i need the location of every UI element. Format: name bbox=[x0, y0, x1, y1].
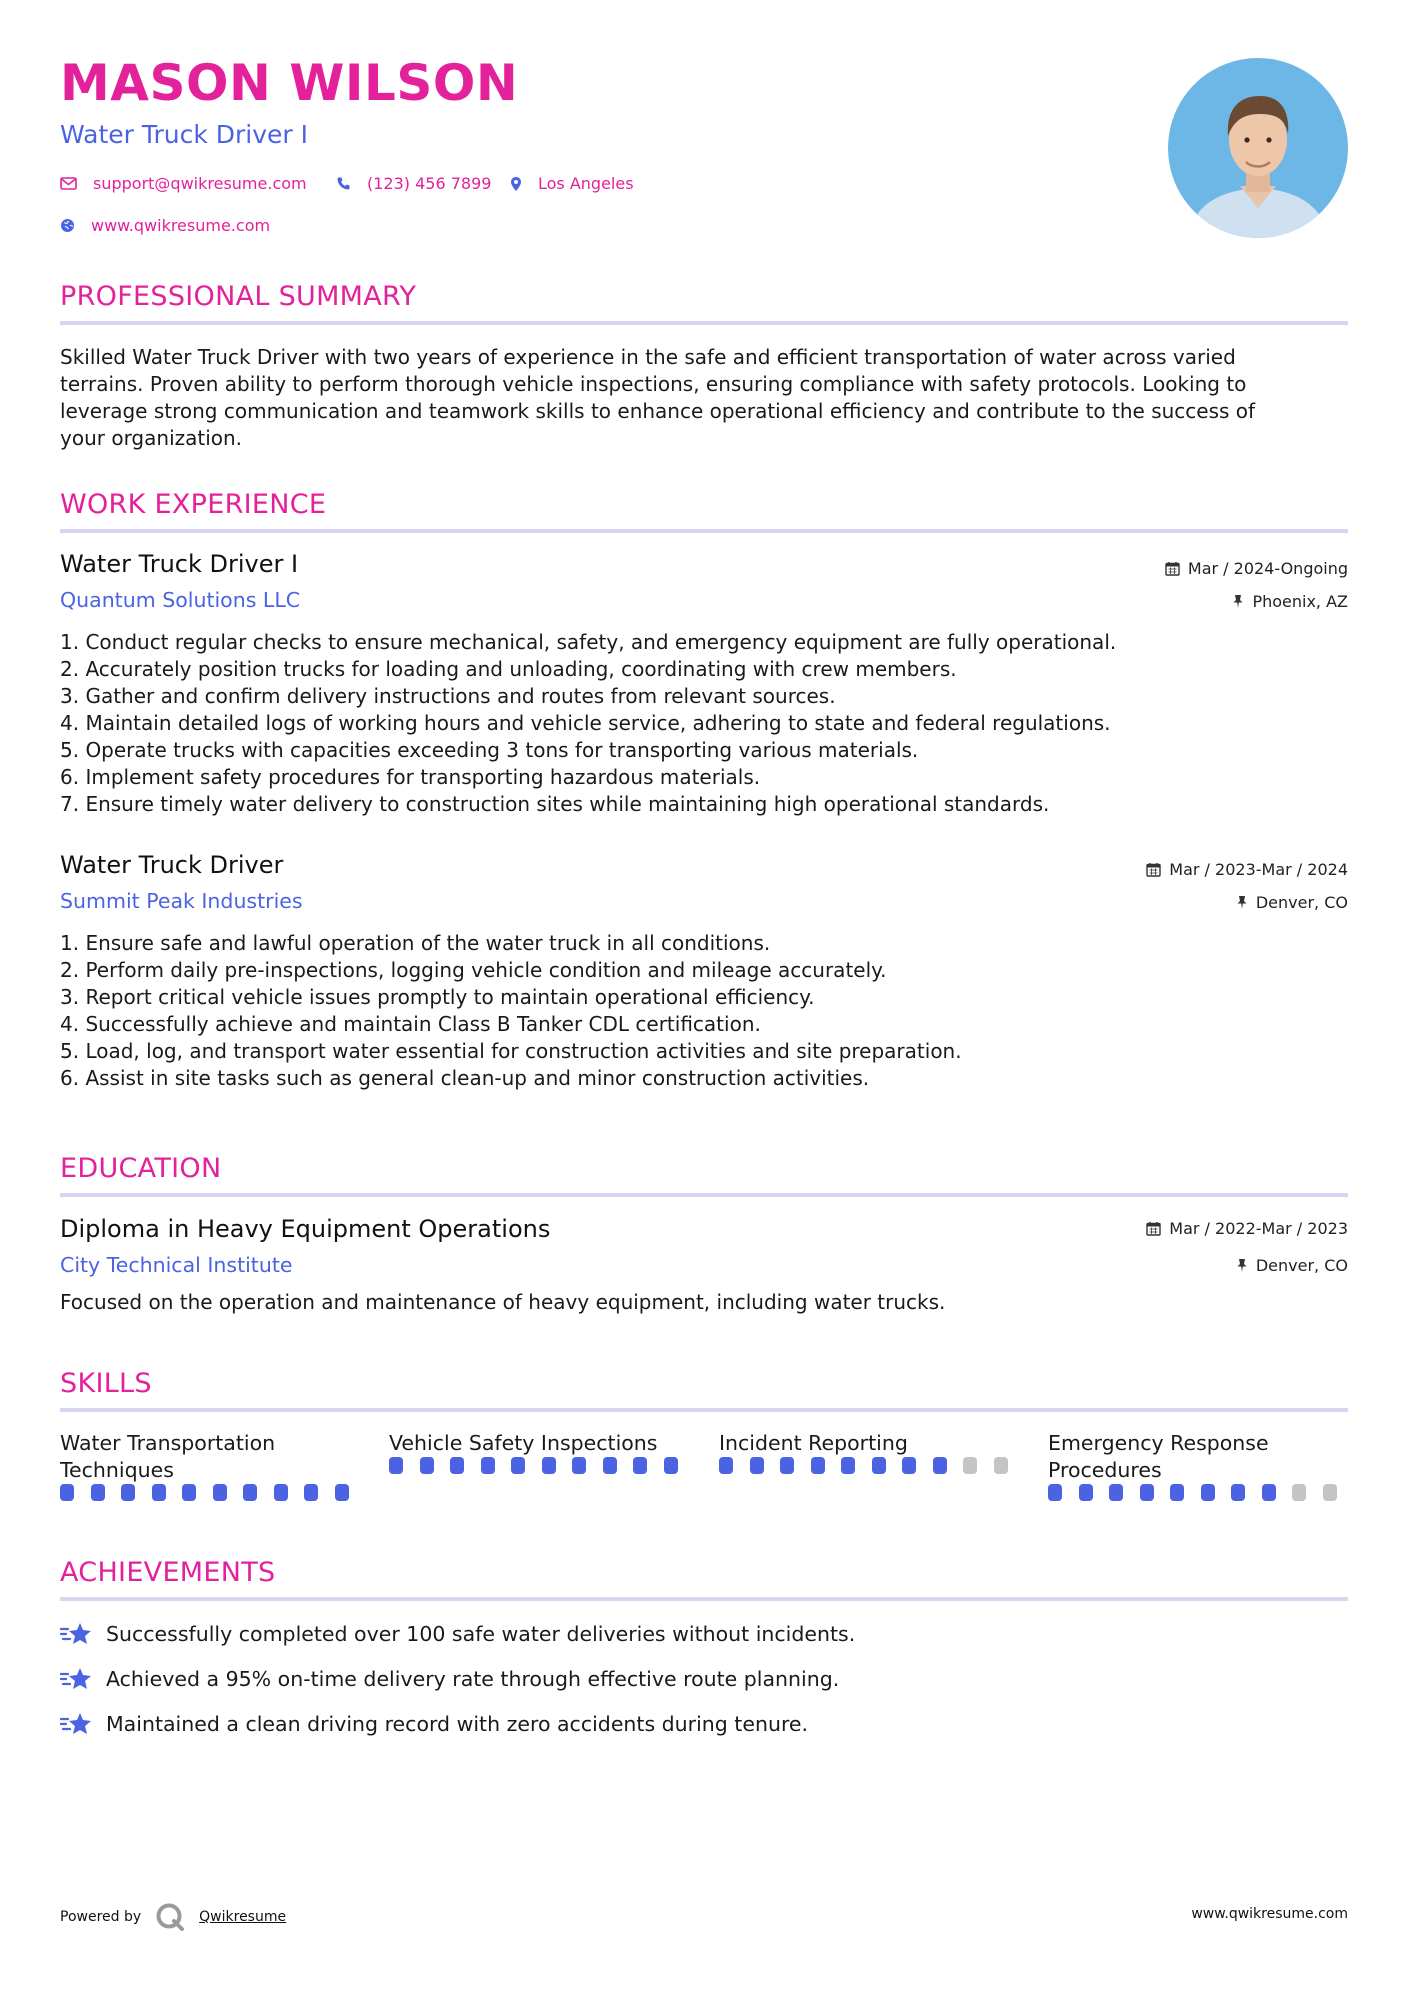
achievement-text: Maintained a clean driving record with zero accidents during tenure. bbox=[106, 1712, 809, 1736]
shooting-star-icon bbox=[60, 1665, 94, 1693]
contact-website[interactable] bbox=[60, 216, 270, 235]
job-duties bbox=[60, 930, 1350, 1092]
skill-dot-filled bbox=[420, 1457, 434, 1474]
skill-dot-filled bbox=[450, 1457, 464, 1474]
skill-dot-filled bbox=[572, 1457, 586, 1474]
achievement-item bbox=[60, 1620, 855, 1648]
email-text: support@qwikresume.com bbox=[93, 174, 307, 193]
education-dates-text: Mar / 2022-Mar / 2023 bbox=[1169, 1219, 1348, 1238]
skill-dot-filled bbox=[304, 1484, 318, 1501]
skill-dot-filled bbox=[274, 1484, 288, 1501]
footer-branding bbox=[60, 1902, 286, 1932]
section-divider bbox=[60, 321, 1348, 325]
skill-dot-filled bbox=[91, 1484, 105, 1501]
skill-rating bbox=[389, 1457, 694, 1474]
candidate-title: Water Truck Driver I bbox=[60, 120, 308, 149]
job-company: Quantum Solutions LLC bbox=[60, 588, 301, 612]
skill-dot-filled bbox=[1109, 1484, 1123, 1501]
contact-location bbox=[510, 174, 634, 193]
skill-rating bbox=[60, 1484, 365, 1501]
job-role: Water Truck Driver I bbox=[60, 550, 299, 578]
skill-dot-filled bbox=[389, 1457, 403, 1474]
pushpin-icon bbox=[1236, 895, 1248, 910]
skill-dot-filled bbox=[750, 1457, 764, 1474]
list-item: 7. Ensure timely water delivery to construction sites while maintaining high operational standards. bbox=[60, 792, 1050, 816]
skill-name-line: Emergency Response bbox=[1048, 1431, 1269, 1455]
skill-name-line: Water Transportation bbox=[60, 1431, 276, 1455]
section-divider bbox=[60, 1193, 1348, 1197]
skill-dot-filled bbox=[182, 1484, 196, 1501]
summary-heading: PROFESSIONAL SUMMARY bbox=[60, 281, 417, 312]
calendar-icon bbox=[1146, 1221, 1161, 1236]
phone-text: (123) 456 7899 bbox=[367, 174, 492, 193]
envelope-icon bbox=[60, 177, 77, 190]
skill-dot-filled bbox=[902, 1457, 916, 1474]
skill-dot-filled bbox=[542, 1457, 556, 1474]
skill-dot-filled bbox=[664, 1457, 678, 1474]
skill-name-line: Incident Reporting bbox=[719, 1431, 908, 1455]
skills-heading: SKILLS bbox=[60, 1368, 152, 1399]
job-role: Water Truck Driver bbox=[60, 851, 284, 879]
skill-dot-filled bbox=[152, 1484, 166, 1501]
calendar-icon bbox=[1165, 561, 1180, 576]
summary-line: Skilled Water Truck Driver with two years of experience in the safe and efficient transportation of water across varied bbox=[60, 345, 1236, 369]
job-location bbox=[1232, 592, 1348, 611]
list-item: 5. Load, log, and transport water essential for construction activities and site preparation. bbox=[60, 1039, 962, 1063]
skill-item bbox=[719, 1430, 1024, 1474]
skill-dot-filled bbox=[780, 1457, 794, 1474]
website-text: www.qwikresume.com bbox=[91, 216, 271, 235]
job-location-text: Phoenix, AZ bbox=[1252, 592, 1348, 611]
skill-dot-filled bbox=[121, 1484, 135, 1501]
skill-dot-filled bbox=[213, 1484, 227, 1501]
summary-line: your organization. bbox=[60, 426, 243, 450]
section-divider bbox=[60, 529, 1348, 533]
map-pin-icon bbox=[510, 176, 522, 192]
skill-dot-filled bbox=[811, 1457, 825, 1474]
summary-line: leverage strong communication and teamwork skills to enhance operational efficiency and contribute to the success of bbox=[60, 399, 1256, 423]
skill-dot-empty bbox=[994, 1457, 1008, 1474]
globe-icon bbox=[60, 218, 75, 233]
achievements-heading: ACHIEVEMENTS bbox=[60, 1557, 276, 1588]
profile-photo bbox=[1168, 58, 1348, 238]
list-item: 5. Operate trucks with capacities exceeding 3 tons for transporting various materials. bbox=[60, 738, 919, 762]
skill-dot-empty bbox=[1323, 1484, 1337, 1501]
skill-rating bbox=[1048, 1484, 1353, 1501]
location-text: Los Angeles bbox=[538, 174, 634, 193]
summary-line: terrains. Proven ability to perform thorough vehicle inspections, ensuring compliance with safety protocols. Looking to bbox=[60, 372, 1247, 396]
list-item: 1. Ensure safe and lawful operation of the water truck in all conditions. bbox=[60, 931, 771, 955]
skill-dot-filled bbox=[511, 1457, 525, 1474]
pushpin-icon bbox=[1232, 594, 1244, 609]
skill-dot-filled bbox=[841, 1457, 855, 1474]
footer-website[interactable]: www.qwikresume.com bbox=[1191, 1906, 1348, 1922]
job-location-text: Denver, CO bbox=[1255, 893, 1348, 912]
skill-dot-empty bbox=[1292, 1484, 1306, 1501]
education-location-text: Denver, CO bbox=[1255, 1256, 1348, 1275]
calendar-icon bbox=[1146, 862, 1161, 877]
skill-dot-filled bbox=[481, 1457, 495, 1474]
skill-dot-filled bbox=[1079, 1484, 1093, 1501]
education-degree: Diploma in Heavy Equipment Operations bbox=[60, 1215, 551, 1243]
list-item: 4. Maintain detailed logs of working hours and vehicle service, adhering to state and federal regulations. bbox=[60, 711, 1111, 735]
contact-email[interactable] bbox=[60, 174, 307, 193]
experience-heading: WORK EXPERIENCE bbox=[60, 489, 327, 520]
list-item: 3. Report critical vehicle issues promptly to maintain operational efficiency. bbox=[60, 985, 815, 1009]
section-divider bbox=[60, 1408, 1348, 1412]
skill-dot-filled bbox=[1201, 1484, 1215, 1501]
achievement-item bbox=[60, 1710, 808, 1738]
summary-text bbox=[60, 344, 1350, 452]
section-divider bbox=[60, 1597, 1348, 1601]
list-item: 3. Gather and confirm delivery instructions and routes from relevant sources. bbox=[60, 684, 836, 708]
skill-name-line: Techniques bbox=[60, 1458, 174, 1482]
skill-rating bbox=[719, 1457, 1024, 1474]
skill-name bbox=[719, 1430, 1024, 1457]
skill-name bbox=[1048, 1430, 1353, 1484]
skill-name-line: Procedures bbox=[1048, 1458, 1162, 1482]
skill-dot-filled bbox=[243, 1484, 257, 1501]
skill-dot-empty bbox=[963, 1457, 977, 1474]
list-item: 6. Assist in site tasks such as general clean-up and minor construction activities. bbox=[60, 1066, 870, 1090]
education-location bbox=[1236, 1256, 1348, 1275]
job-dates bbox=[1146, 860, 1348, 879]
skill-item bbox=[60, 1430, 365, 1501]
education-heading: EDUCATION bbox=[60, 1153, 222, 1184]
job-dates-text: Mar / 2023-Mar / 2024 bbox=[1169, 860, 1348, 879]
skill-dot-filled bbox=[872, 1457, 886, 1474]
skill-dot-filled bbox=[1262, 1484, 1276, 1501]
skill-dot-filled bbox=[603, 1457, 617, 1474]
list-item: 2. Accurately position trucks for loading and unloading, coordinating with crew members. bbox=[60, 657, 957, 681]
pushpin-icon bbox=[1236, 1258, 1248, 1273]
job-dates-text: Mar / 2024-Ongoing bbox=[1187, 559, 1348, 578]
education-school: City Technical Institute bbox=[60, 1253, 293, 1277]
list-item: 6. Implement safety procedures for transporting hazardous materials. bbox=[60, 765, 761, 789]
brand-link[interactable]: Qwikresume bbox=[199, 1909, 287, 1925]
skill-dot-filled bbox=[60, 1484, 74, 1501]
skill-dot-filled bbox=[1140, 1484, 1154, 1501]
achievement-text: Successfully completed over 100 safe water deliveries without incidents. bbox=[106, 1622, 856, 1646]
contact-phone[interactable] bbox=[336, 174, 491, 193]
skill-name-line: Vehicle Safety Inspections bbox=[389, 1431, 658, 1455]
job-company: Summit Peak Industries bbox=[60, 889, 303, 913]
job-duties bbox=[60, 629, 1350, 818]
skill-name bbox=[389, 1430, 694, 1457]
phone-icon bbox=[336, 176, 351, 191]
list-item: 2. Perform daily pre-inspections, logging vehicle condition and mileage accurately. bbox=[60, 958, 887, 982]
candidate-name: MASON WILSON bbox=[60, 54, 519, 112]
skill-name bbox=[60, 1430, 365, 1484]
skill-item bbox=[389, 1430, 694, 1474]
powered-by-text: Powered by bbox=[60, 1909, 142, 1925]
job-dates bbox=[1165, 559, 1348, 578]
skill-dot-filled bbox=[719, 1457, 733, 1474]
shooting-star-icon bbox=[60, 1620, 94, 1648]
achievement-text: Achieved a 95% on-time delivery rate through effective route planning. bbox=[106, 1667, 840, 1691]
job-location bbox=[1236, 893, 1348, 912]
list-item: 1. Conduct regular checks to ensure mechanical, safety, and emergency equipment are fully operational. bbox=[60, 630, 1117, 654]
education-description: Focused on the operation and maintenance of heavy equipment, including water trucks. bbox=[60, 1290, 946, 1314]
list-item: 4. Successfully achieve and maintain Class B Tanker CDL certification. bbox=[60, 1012, 761, 1036]
qwikresume-logo-icon bbox=[155, 1902, 187, 1932]
skill-dot-filled bbox=[1048, 1484, 1062, 1501]
education-dates bbox=[1146, 1219, 1348, 1238]
skill-dot-filled bbox=[1170, 1484, 1184, 1501]
skill-dot-filled bbox=[335, 1484, 349, 1501]
achievement-item bbox=[60, 1665, 839, 1693]
shooting-star-icon bbox=[60, 1710, 94, 1738]
skill-dot-filled bbox=[633, 1457, 647, 1474]
skill-dot-filled bbox=[1231, 1484, 1245, 1501]
skill-dot-filled bbox=[933, 1457, 947, 1474]
skill-item bbox=[1048, 1430, 1353, 1501]
